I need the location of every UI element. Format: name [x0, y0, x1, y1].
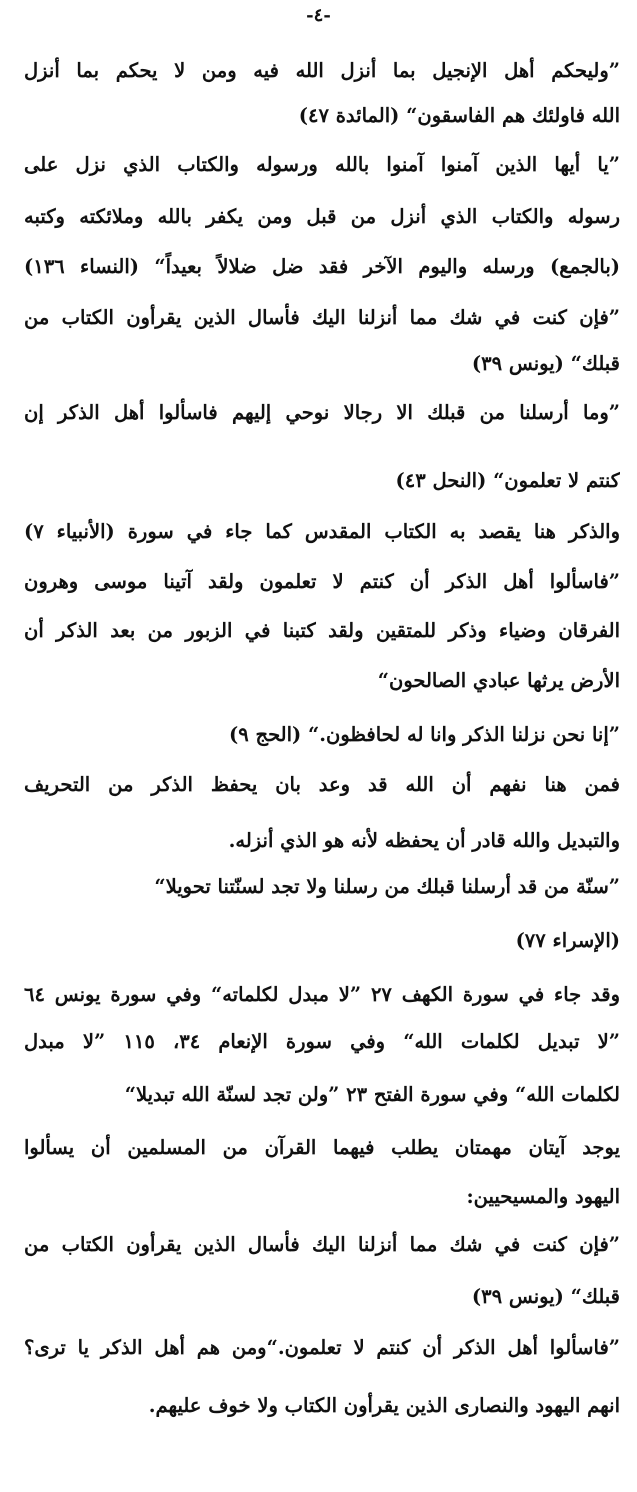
text-line: قبلك“ (يونس ٣٩)	[471, 352, 620, 375]
text-line: ”يا أيها الذين آمنوا آمنوا بالله ورسوله والكتاب الذي نزل على	[24, 153, 620, 176]
text-line: الفرقان وضياء وذكر للمتقين ولقد كتبنا في الزبور من بعد الذكر أن	[24, 619, 620, 642]
text-line: اليهود والمسيحيين:	[466, 1185, 620, 1208]
text-line: ”إنا نحن نزلنا الذكر وانا له لحافظون.“ (الحج ٩)	[228, 723, 620, 746]
text-line: ”فإن كنت في شك مما أنزلنا اليك فأسال الذين يقرأون الكتاب من	[24, 306, 620, 329]
text-line: ”فاسألوا أهل الذكر أن كنتم لا تعلمون.“ومن هم أهل الذكر يا ترى؟	[24, 1336, 620, 1359]
text-line: (الإسراء ٧٧)	[515, 929, 620, 952]
text-line: (بالجمع) ورسله واليوم الآخر فقد ضل ضلالاً بعيداً“ (النساء ١٣٦)	[24, 255, 620, 278]
text-line: الله فاولئك هم الفاسقون“ (المائدة ٤٧)	[298, 104, 620, 127]
text-line: وقد جاء في سورة الكهف ٢٧ ”لا مبدل لكلماته“ وفي سورة يونس ٦٤	[24, 983, 620, 1006]
text-line: فمن هنا نفهم أن الله قد وعد بان يحفظ الذكر من التحريف	[24, 773, 620, 796]
text-line: ”وما أرسلنا من قبلك الا رجالا نوحي إليهم فاسألوا أهل الذكر إن	[24, 401, 620, 424]
text-line: والذكر هنا يقصد به الكتاب المقدس كما جاء في سورة (الأنبياء ٧)	[24, 520, 620, 543]
text-line: انهم اليهود والنصارى الذين يقرأون الكتاب ولا خوف عليهم.	[148, 1394, 620, 1417]
text-line: ”لا تبديل لكلمات الله“ وفي سورة الإنعام ٣٤، ١١٥ ”لا مبدل	[24, 1030, 620, 1053]
text-line: ”فاسألوا أهل الذكر أن كنتم لا تعلمون ولقد آتينا موسى وهرون	[24, 570, 620, 593]
text-line: ”سنّة من قد أرسلنا قبلك من رسلنا ولا تجد لسنّتنا تحويلا“	[154, 875, 620, 898]
text-line: ”فإن كنت في شك مما أنزلنا اليك فأسال الذين يقرأون الكتاب من	[24, 1233, 620, 1256]
page-number: -٤-	[306, 5, 331, 26]
text-line: ”وليحكم أهل الإنجيل بما أنزل الله فيه ومن لا يحكم بما أنزل	[24, 59, 620, 82]
text-line: والتبديل والله قادر أن يحفظه لأنه هو الذي أنزله.	[228, 829, 620, 852]
text-line: رسوله والكتاب الذي أنزل من قبل ومن يكفر بالله وملائكته وكتبه	[24, 205, 620, 228]
text-line: لكلمات الله“ وفي سورة الفتح ٢٣ ”ولن تجد لسنّة الله تبديلا“	[124, 1083, 620, 1106]
text-line: قبلك“ (يونس ٣٩)	[471, 1285, 620, 1308]
text-line: الأرض يرثها عبادي الصالحون“	[377, 669, 620, 692]
text-line: كنتم لا تعلمون“ (النحل ٤٣)	[395, 469, 620, 492]
text-line: يوجد آيتان مهمتان يطلب فيهما القرآن من المسلمين أن يسألوا	[24, 1136, 620, 1159]
